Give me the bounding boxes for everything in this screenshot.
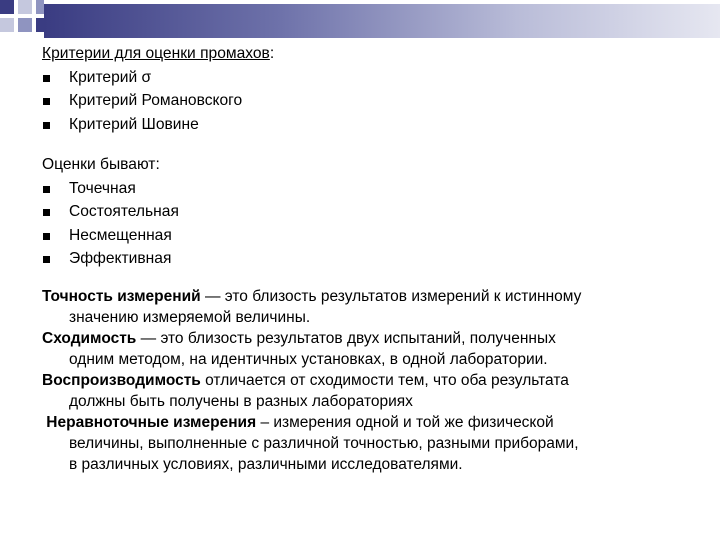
bullet-square-icon (43, 98, 50, 105)
bullet-square-icon (43, 186, 50, 193)
deco-square (18, 18, 32, 32)
bullet-square-icon (43, 75, 50, 82)
definition-term: Сходимость (42, 329, 137, 347)
estimates-list (42, 177, 702, 271)
deco-square (0, 0, 14, 14)
list-item-text: Точечная (69, 179, 136, 197)
list-item (42, 66, 702, 90)
definition-text: отличается от сходимости тем, что оба результата (200, 371, 569, 389)
criteria-section (42, 42, 702, 136)
estimates-section (42, 153, 702, 271)
definition-text-cont: величины, выполненные с различной точностью, разными приборами, (69, 434, 579, 452)
definition-term: Воспроизводимость (42, 371, 201, 389)
deco-square (36, 18, 44, 32)
header-gradient-bar (44, 4, 720, 38)
estimates-title: Оценки бывают: (42, 156, 160, 173)
definition-term: Точность измерений (42, 287, 201, 305)
bullet-square-icon (43, 122, 50, 129)
list-item (42, 200, 702, 224)
criteria-list (42, 66, 702, 137)
list-item (42, 177, 702, 201)
deco-square (0, 18, 14, 32)
list-item-text: Критерий Шовине (69, 115, 199, 133)
decorative-header (0, 0, 720, 40)
definition-term: Неравноточные измерения (42, 413, 257, 431)
list-item-text: Критерий σ (69, 68, 152, 86)
definition-text-cont: одним методом, на идентичных установках, в одной лаборатории. (69, 350, 548, 368)
bullet-square-icon (43, 256, 50, 263)
list-item-text: Критерий Романовского (69, 92, 243, 109)
deco-square (18, 0, 32, 14)
definition-text-cont: в различных условиях, различными исследователями. (69, 455, 463, 473)
definition-reproducibility (42, 370, 702, 412)
criteria-title-colon: : (269, 45, 275, 62)
definitions-section (42, 286, 702, 475)
list-item (42, 247, 702, 271)
list-item (42, 224, 702, 248)
definition-convergence (42, 328, 702, 370)
definition-text: — это близость результатов двух испытаний, полученных (136, 329, 556, 347)
list-item (42, 89, 702, 113)
definition-unequal-measurements (42, 412, 702, 475)
list-item-text: Эффективная (69, 250, 172, 267)
definition-text: – измерения одной и той же физической (256, 413, 554, 431)
definition-text-cont: значению измеряемой величины. (69, 308, 311, 326)
bullet-square-icon (43, 233, 50, 240)
list-item-text: Состоятельная (69, 203, 179, 220)
slide-content (42, 42, 702, 475)
definition-accuracy (42, 286, 702, 328)
bullet-square-icon (43, 209, 50, 216)
list-item (42, 113, 702, 137)
criteria-title (42, 42, 702, 66)
definition-text-cont: должны быть получены в разных лабораториях (69, 392, 413, 410)
definition-text: — это близость результатов измерений к истинному (200, 287, 582, 305)
deco-square (36, 0, 44, 14)
list-item-text: Несмещенная (69, 226, 172, 244)
criteria-title-text: Критерии для оценки промахов (42, 45, 270, 62)
